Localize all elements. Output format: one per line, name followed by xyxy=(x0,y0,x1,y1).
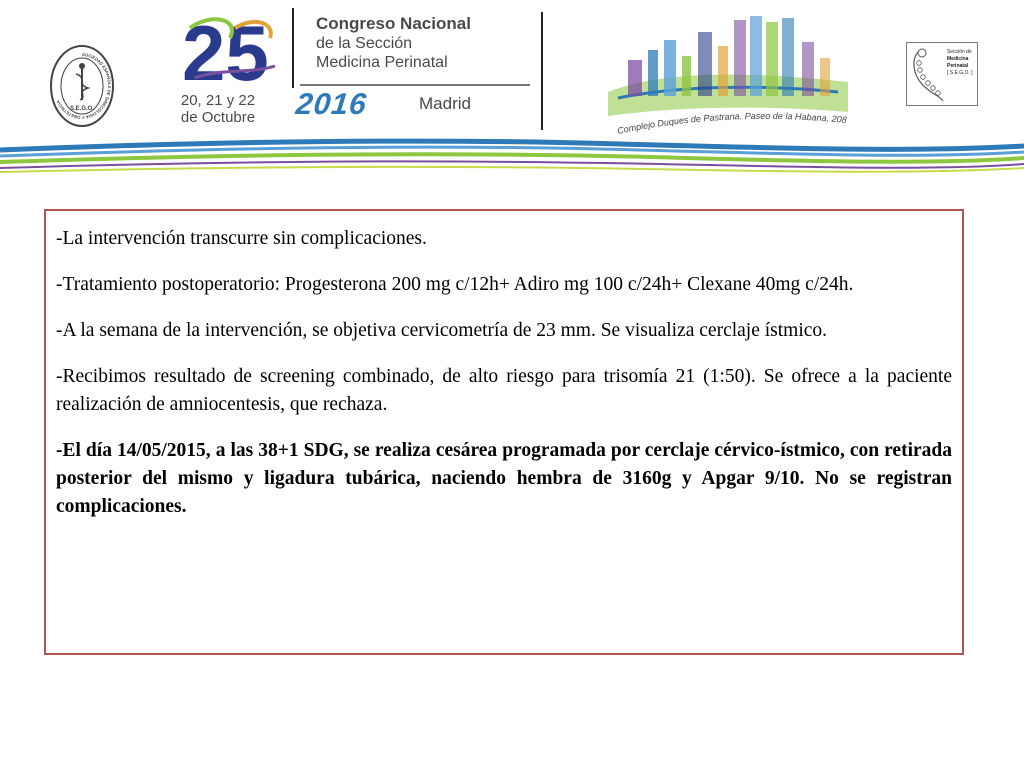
section-logo-line-4: [ S.E.G.O. ] xyxy=(947,70,973,76)
paragraph-highlight: -El día 14/05/2015, a las 38+1 SDG, se realiza cesárea programada por cerclaje cérvico-ístmico, con retirada posterior del mismo y ligadura tubárica, naciendo hembra de 3160g y Apgar 9/10. No se registran complicaciones. xyxy=(56,440,952,517)
paragraph: -A la semana de la intervención, se objetiva cervicometría de 23 mm. Se visualiza cerclaje ístmico. xyxy=(56,320,828,341)
congress-title xyxy=(316,14,471,72)
svg-text:Complejo Duques de Pastrana. P xyxy=(616,111,847,136)
paragraph: -Tratamiento postoperatorio: Progesterona 200 mg c/12h+ Adiro mg 100 c/24h+ Clexane 40mg c/24h. xyxy=(56,274,854,295)
paragraph: -Recibimos resultado de screening combinado, de alto riesgo para trisomía 21 (1:50). Se ofrece a la paciente realización de amniocentesis, que rechaza. xyxy=(56,366,952,415)
congress-title-line-2: de la Sección xyxy=(316,35,413,52)
section-logo-label xyxy=(947,49,977,77)
divider xyxy=(292,8,294,88)
wave-decoration xyxy=(0,130,1024,180)
logo-number: 25 xyxy=(182,9,269,93)
congress-year: 2016 xyxy=(294,88,369,121)
sego-seal-icon xyxy=(50,44,114,128)
congress-city: Madrid xyxy=(419,94,471,113)
congress-dates xyxy=(163,92,273,126)
venue-address: Complejo Duques de Pastrana. Paseo de la Habana, 208 xyxy=(616,110,848,136)
section-logo-line-1: Sección de xyxy=(947,49,972,55)
dates-line-1: 20, 21 y 22 xyxy=(180,92,256,109)
header-banner xyxy=(0,0,1024,185)
madrid-skyline-illustration xyxy=(598,12,863,144)
seal-abbr: S.E.G.O. xyxy=(69,106,95,112)
divider xyxy=(300,84,530,86)
dates-line-2: de Octubre xyxy=(180,109,256,126)
divider xyxy=(541,12,543,130)
case-text-box xyxy=(44,209,964,655)
anniversary-25-logo xyxy=(180,8,285,93)
section-logo-line-3: Perinatal xyxy=(947,63,969,69)
section-logo xyxy=(906,42,978,106)
congress-title-line-3: Medicina Perinatal xyxy=(316,54,448,71)
seal-ring-text: SOCIEDAD ESPAÑOLA DE GINECOLOGÍA Y OBSTETRICIA xyxy=(55,51,112,121)
fetus-spine-icon xyxy=(909,43,949,105)
section-logo-line-2: Medicina xyxy=(947,56,969,62)
paragraph: -La intervención transcurre sin complicaciones. xyxy=(56,228,427,249)
congress-title-line-1: Congreso Nacional xyxy=(316,14,471,33)
